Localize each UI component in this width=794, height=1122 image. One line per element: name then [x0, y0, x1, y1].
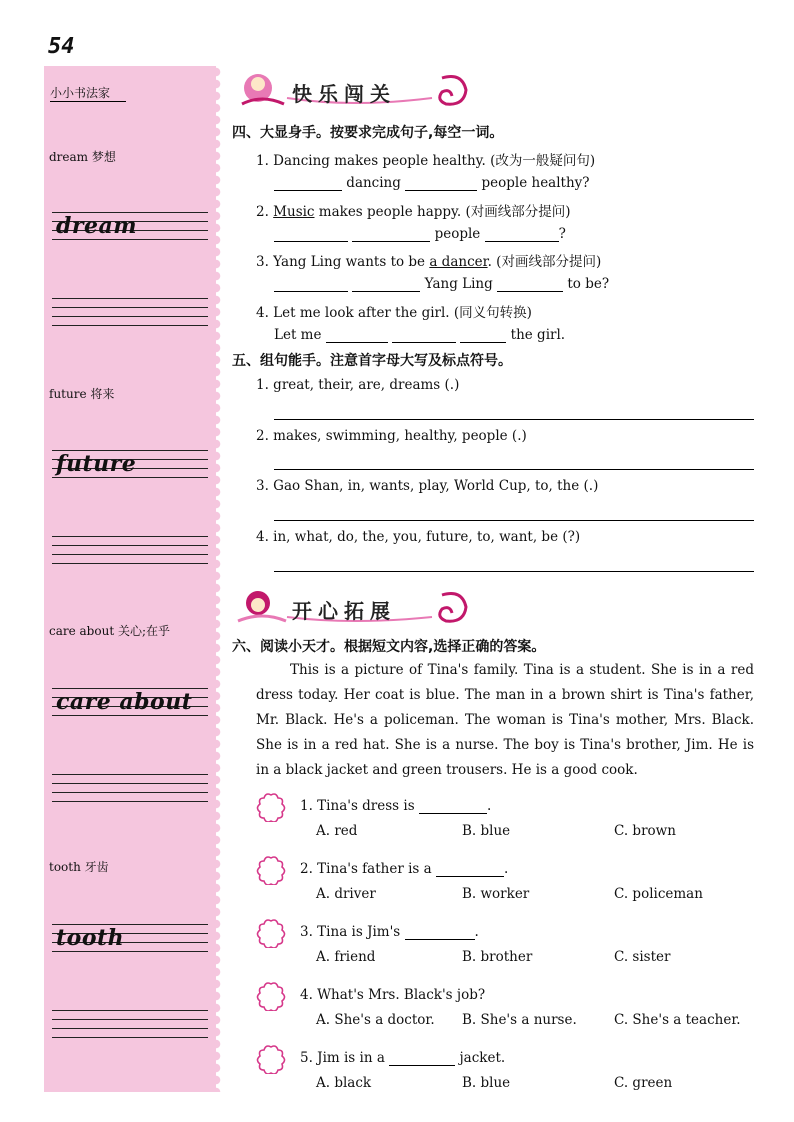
s4-q1-word: dancing	[346, 175, 401, 191]
answer-blank[interactable]	[274, 227, 348, 242]
question-text: 1. Tina's dress is	[300, 798, 415, 814]
underlined-word: Music	[273, 204, 315, 220]
section-5-title: 五、组句能手。注意首字母大写及标点符号。	[232, 353, 512, 369]
script-word-future: future	[56, 451, 137, 477]
flower-icon	[256, 918, 286, 948]
option-c[interactable]: C. sister	[614, 949, 671, 965]
answer-blank[interactable]	[419, 799, 487, 814]
script-word-dream: dream	[56, 213, 138, 239]
word-label-dream: dream 梦想	[49, 150, 116, 164]
question-stem	[300, 987, 485, 1003]
practice-lines[interactable]	[52, 536, 208, 572]
swirl-icon	[440, 594, 466, 622]
s5-item-3: 3. Gao Shan, in, wants, play, World Cup, to, the (.)	[256, 478, 599, 494]
s4-answer-4: Let me the girl.	[274, 327, 566, 343]
flower-icon	[256, 1044, 286, 1074]
question-tail: .	[486, 798, 492, 814]
question-text: 4. What's Mrs. Black's job?	[300, 987, 486, 1003]
word-label-care-about: care about 关心;在乎	[49, 624, 170, 638]
word-label-future: future 将来	[49, 387, 115, 401]
question-stem	[300, 1050, 505, 1066]
s5-item-2: 2. makes, swimming, healthy, people (.)	[256, 428, 527, 444]
flower-icon	[256, 981, 286, 1011]
option-c[interactable]: C. green	[614, 1075, 673, 1091]
question-tail: jacket.	[459, 1050, 506, 1066]
option-c[interactable]: C. brown	[614, 823, 676, 839]
answer-line[interactable]	[274, 520, 754, 521]
question-text: 3. Tina is Jim's	[300, 924, 401, 940]
swirl-icon	[440, 77, 466, 105]
option-a[interactable]: A. She's a doctor.	[316, 1012, 435, 1028]
s4-question-4: 4. Let me look after the girl. (同义句转换)	[256, 305, 532, 321]
flower-icon	[256, 792, 286, 822]
reading-passage: This is a picture of Tina's family. Tina is a student. She is in a red dress today. Her coat is blue. The man in a brown shirt is Tina's father, Mr. Black. He's a policeman. The woman is Tina's mother, Mrs. Black. She is in a red hat. She is a nurse. The boy is Tina's brother, Jim. He is in a black jacket and green trousers. He is a good cook.	[256, 662, 754, 778]
answer-blank[interactable]	[436, 862, 504, 877]
answer-blank[interactable]	[485, 227, 559, 242]
question-stem	[300, 924, 479, 940]
question-tail: .	[474, 924, 479, 940]
s4-answer-2: people ?	[274, 226, 566, 242]
s5-item-1: 1. great, their, are, dreams (.)	[256, 377, 460, 393]
answer-blank[interactable]	[392, 328, 456, 343]
banner-title: 快乐闯关	[292, 82, 396, 106]
option-a[interactable]: A. black	[316, 1075, 372, 1091]
s4-question-1: 1. Dancing makes people healthy. (改为一般疑问句)	[256, 153, 596, 169]
s4-q1-tail: people healthy?	[481, 175, 590, 191]
s4-answer-1	[274, 175, 590, 191]
option-b[interactable]: B. brother	[462, 949, 533, 965]
answer-blank[interactable]	[405, 925, 475, 940]
question-tail: .	[503, 861, 509, 877]
option-b[interactable]: B. blue	[462, 823, 511, 839]
option-a[interactable]: A. friend	[316, 949, 376, 965]
sidebar-title: 小小书法家	[50, 86, 111, 100]
s4-question-3: 3. Yang Ling wants to be a dancer. (对画线部分提问)	[256, 254, 602, 270]
script-word-care-about: care about	[56, 689, 193, 715]
option-b[interactable]: B. She's a nurse.	[462, 1012, 577, 1028]
option-a[interactable]: A. driver	[316, 886, 376, 902]
underlined-word: a dancer	[429, 254, 488, 270]
script-word-tooth: tooth	[56, 925, 125, 951]
question-text: 2. Tina's father is a	[300, 861, 432, 877]
practice-lines[interactable]	[52, 298, 208, 334]
section-6-title: 六、阅读小天才。根据短文内容,选择正确的答案。	[232, 639, 546, 655]
s4-answer-3: Yang Ling to be?	[274, 276, 609, 292]
sidebar-title-underline	[50, 101, 126, 102]
s4-question-2: 2. Music makes people happy. (对画线部分提问)	[256, 204, 571, 220]
flower-icon	[256, 855, 286, 885]
answer-blank[interactable]	[460, 328, 506, 343]
answer-line[interactable]	[274, 571, 754, 572]
s5-item-4: 4. in, what, do, the, you, future, to, want, be (?)	[256, 529, 581, 545]
question-stem	[300, 861, 508, 877]
question-text: 5. Jim is in a	[300, 1050, 385, 1066]
page-number: 54	[48, 34, 75, 59]
option-c[interactable]: C. She's a teacher.	[614, 1012, 741, 1028]
answer-blank[interactable]	[352, 277, 420, 292]
section-4-title: 四、大显身手。按要求完成句子,每空一词。	[232, 125, 504, 141]
word-label-tooth: tooth 牙齿	[49, 860, 109, 874]
question-stem	[300, 798, 491, 814]
banner-title: 开心拓展	[292, 599, 396, 623]
answer-blank[interactable]	[352, 227, 430, 242]
answer-blank[interactable]	[389, 1051, 455, 1066]
practice-lines[interactable]	[52, 774, 208, 810]
answer-blank[interactable]	[326, 328, 388, 343]
option-b[interactable]: B. worker	[462, 886, 530, 902]
practice-lines[interactable]	[52, 1010, 208, 1046]
answer-blank[interactable]	[405, 176, 477, 191]
option-b[interactable]: B. blue	[462, 1075, 511, 1091]
option-c[interactable]: C. policeman	[614, 886, 703, 902]
answer-blank[interactable]	[274, 277, 348, 292]
answer-line[interactable]	[274, 419, 754, 420]
option-a[interactable]: A. red	[316, 823, 358, 839]
answer-blank[interactable]	[497, 277, 563, 292]
answer-line[interactable]	[274, 469, 754, 470]
answer-blank[interactable]	[274, 176, 342, 191]
